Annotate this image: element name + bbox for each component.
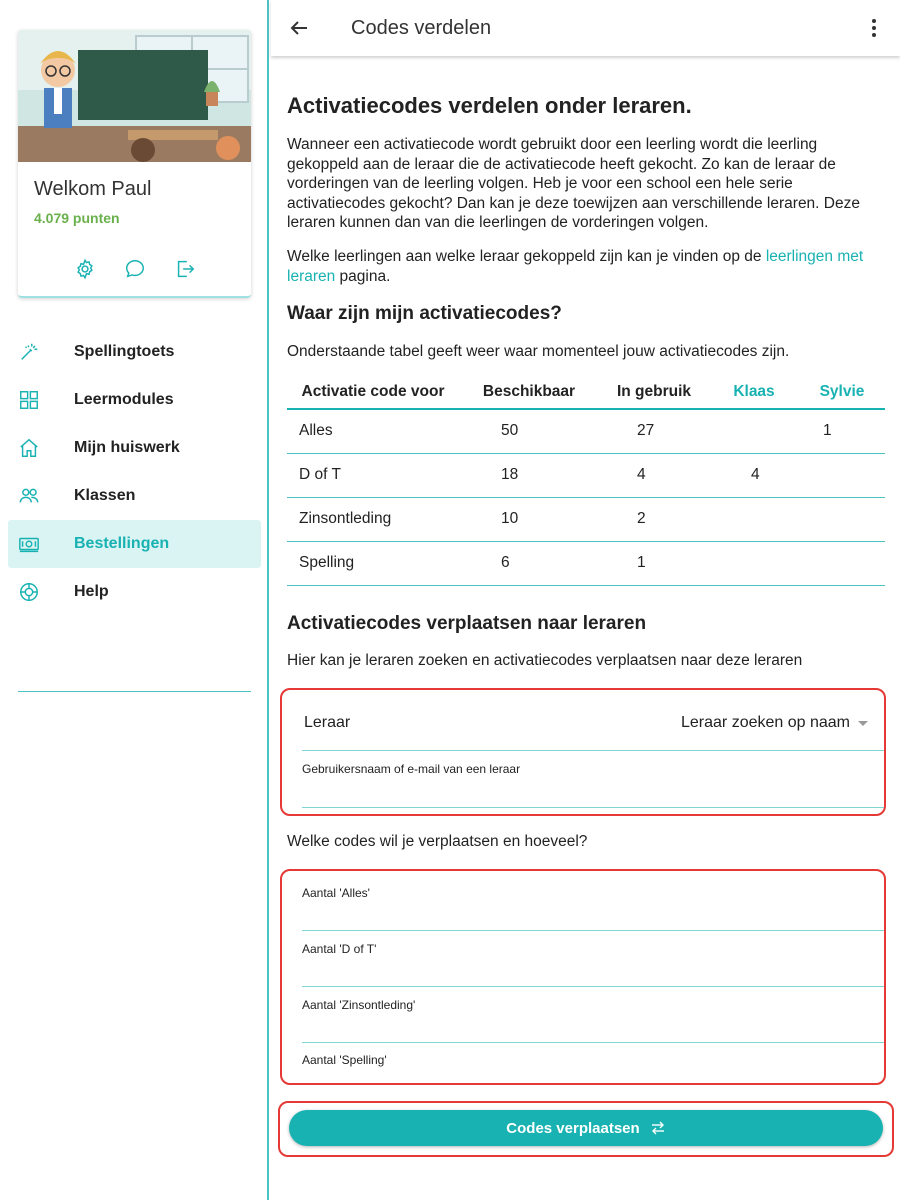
sidebar-item-leermodules[interactable] (8, 376, 261, 424)
amount-d-of-t-label: Aantal 'D of T' (302, 942, 377, 956)
amount-d-of-t-field[interactable] (302, 931, 884, 987)
activation-codes-table (287, 376, 885, 586)
sidebar-item-label: Spellingtoets (74, 343, 175, 360)
move-codes-button[interactable] (289, 1110, 883, 1146)
teacher-classroom-illustration (18, 30, 251, 162)
table-cell: 1 (799, 409, 885, 453)
more-vertical-icon[interactable] (862, 16, 886, 40)
teacher-search-box (280, 688, 886, 816)
table-row (287, 541, 885, 585)
sidebar-item-label: Klassen (74, 487, 136, 504)
amount-spelling-label: Aantal 'Spelling' (302, 1053, 387, 1067)
move-section-text: Hier kan je leraren zoeken en activatiecodes verplaatsen naar deze leraren (287, 652, 803, 669)
sidebar-item-label: Bestellingen (74, 535, 170, 552)
teacher-username-field[interactable] (302, 750, 884, 808)
logout-icon[interactable] (174, 258, 196, 280)
money-icon (18, 533, 40, 555)
sidebar-item-klassen[interactable] (8, 472, 261, 520)
students-with-teachers-link[interactable]: leerlingen met leraren (287, 248, 864, 285)
table-cell: 2 (599, 497, 709, 541)
table-cell: Spelling (287, 541, 459, 585)
table-cell (709, 497, 799, 541)
top-app-bar (271, 0, 900, 56)
amount-alles-input[interactable] (302, 904, 876, 924)
column-header: Klaas (709, 376, 799, 409)
table-row (287, 497, 885, 541)
welcome-text: Welkom Paul (34, 178, 152, 200)
back-arrow-icon[interactable] (287, 16, 311, 40)
link-paragraph (287, 247, 885, 286)
teacher-search-mode-select[interactable] (681, 714, 868, 732)
move-codes-button-label: Codes verplaatsen (506, 1119, 640, 1137)
magic-wand-icon (18, 341, 40, 363)
page-title: Activatiecodes verdelen onder leraren. (287, 93, 692, 118)
sidebar (0, 0, 269, 1200)
move-section-title: Activatiecodes verplaatsen naar leraren (287, 613, 647, 634)
sidebar-item-label: Leermodules (74, 391, 174, 408)
table-cell: 10 (459, 497, 599, 541)
where-section-text: Onderstaande tabel geeft weer waar momenteel jouw activatiecodes zijn. (287, 343, 790, 360)
table-cell (799, 453, 885, 497)
amount-spelling-input[interactable] (302, 1069, 876, 1089)
sidebar-item-label: Help (74, 583, 109, 600)
table-cell (799, 541, 885, 585)
sidebar-item-help[interactable] (8, 568, 261, 616)
sidebar-item-mijn-huiswerk[interactable] (8, 424, 261, 472)
amount-spelling-field[interactable] (302, 1043, 884, 1083)
chat-icon[interactable] (124, 258, 146, 280)
amount-d-of-t-input[interactable] (302, 960, 876, 980)
lifebuoy-icon (18, 581, 40, 603)
grid-icon (18, 389, 40, 411)
amount-zinsontleding-field[interactable] (302, 987, 884, 1043)
table-cell: 4 (709, 453, 799, 497)
table-header-row (287, 376, 885, 409)
table-cell: 1 (599, 541, 709, 585)
codes-question: Welke codes wil je verplaatsen en hoeveel? (287, 833, 588, 850)
home-icon (18, 437, 40, 459)
sidebar-item-label: Mijn huiswerk (74, 439, 180, 456)
table-cell: 4 (599, 453, 709, 497)
amount-alles-label: Aantal 'Alles' (302, 886, 370, 900)
table-cell: Alles (287, 409, 459, 453)
table-cell: 6 (459, 541, 599, 585)
sidebar-divider (18, 691, 251, 692)
link-paragraph-after: pagina. (335, 267, 391, 285)
table-cell: 27 (599, 409, 709, 453)
sidebar-nav (8, 328, 261, 616)
column-header: Activatie code voor (287, 376, 459, 409)
people-icon (18, 485, 40, 507)
table-cell (709, 409, 799, 453)
table-cell: 50 (459, 409, 599, 453)
table-cell (799, 497, 885, 541)
table-cell: Zinsontleding (287, 497, 459, 541)
swap-arrows-icon (650, 1120, 666, 1136)
teacher-username-input[interactable] (302, 781, 876, 801)
table-row (287, 409, 885, 453)
points-text: 4.079 punten (34, 210, 120, 226)
table-row (287, 453, 885, 497)
profile-card (18, 30, 251, 298)
amount-alles-field[interactable] (302, 871, 884, 931)
amount-zinsontleding-label: Aantal 'Zinsontleding' (302, 998, 416, 1012)
link-paragraph-before: Welke leerlingen aan welke leraar gekoppeld zijn kan je vinden op de (287, 248, 766, 265)
sidebar-item-bestellingen[interactable] (8, 520, 261, 568)
settings-icon[interactable] (74, 258, 96, 280)
intro-paragraph: Wanneer een activatiecode wordt gebruikt door een leerling wordt die leerling gekoppeld aan de leraar die de activatiecode heeft gekocht. Zo kan de leraar de vorderingen van de leerling volgen. Heb je voor een school een hele serie activatiecodes gekocht? Dan kan je deze toewijzen aan verschillende leraren. Deze leraren kunnen dan van die leerlingen de vorderingen volgen. (287, 136, 860, 231)
code-amounts-box (280, 869, 886, 1085)
where-section-title: Waar zijn mijn activatiecodes? (287, 303, 562, 324)
column-header: Sylvie (799, 376, 885, 409)
column-header: Beschikbaar (459, 376, 599, 409)
amount-zinsontleding-input[interactable] (302, 1016, 876, 1036)
teacher-label: Leraar (304, 714, 351, 731)
sidebar-item-spellingtoets[interactable] (8, 328, 261, 376)
page-header-title: Codes verdelen (351, 16, 492, 39)
profile-actions (18, 258, 251, 280)
table-cell: 18 (459, 453, 599, 497)
column-header: In gebruik (599, 376, 709, 409)
dropdown-caret-icon (858, 721, 868, 726)
table-cell (709, 541, 799, 585)
table-cell: D of T (287, 453, 459, 497)
teacher-search-mode-value: Leraar zoeken op naam (681, 714, 850, 731)
teacher-username-label: Gebruikersnaam of e-mail van een leraar (302, 762, 521, 776)
